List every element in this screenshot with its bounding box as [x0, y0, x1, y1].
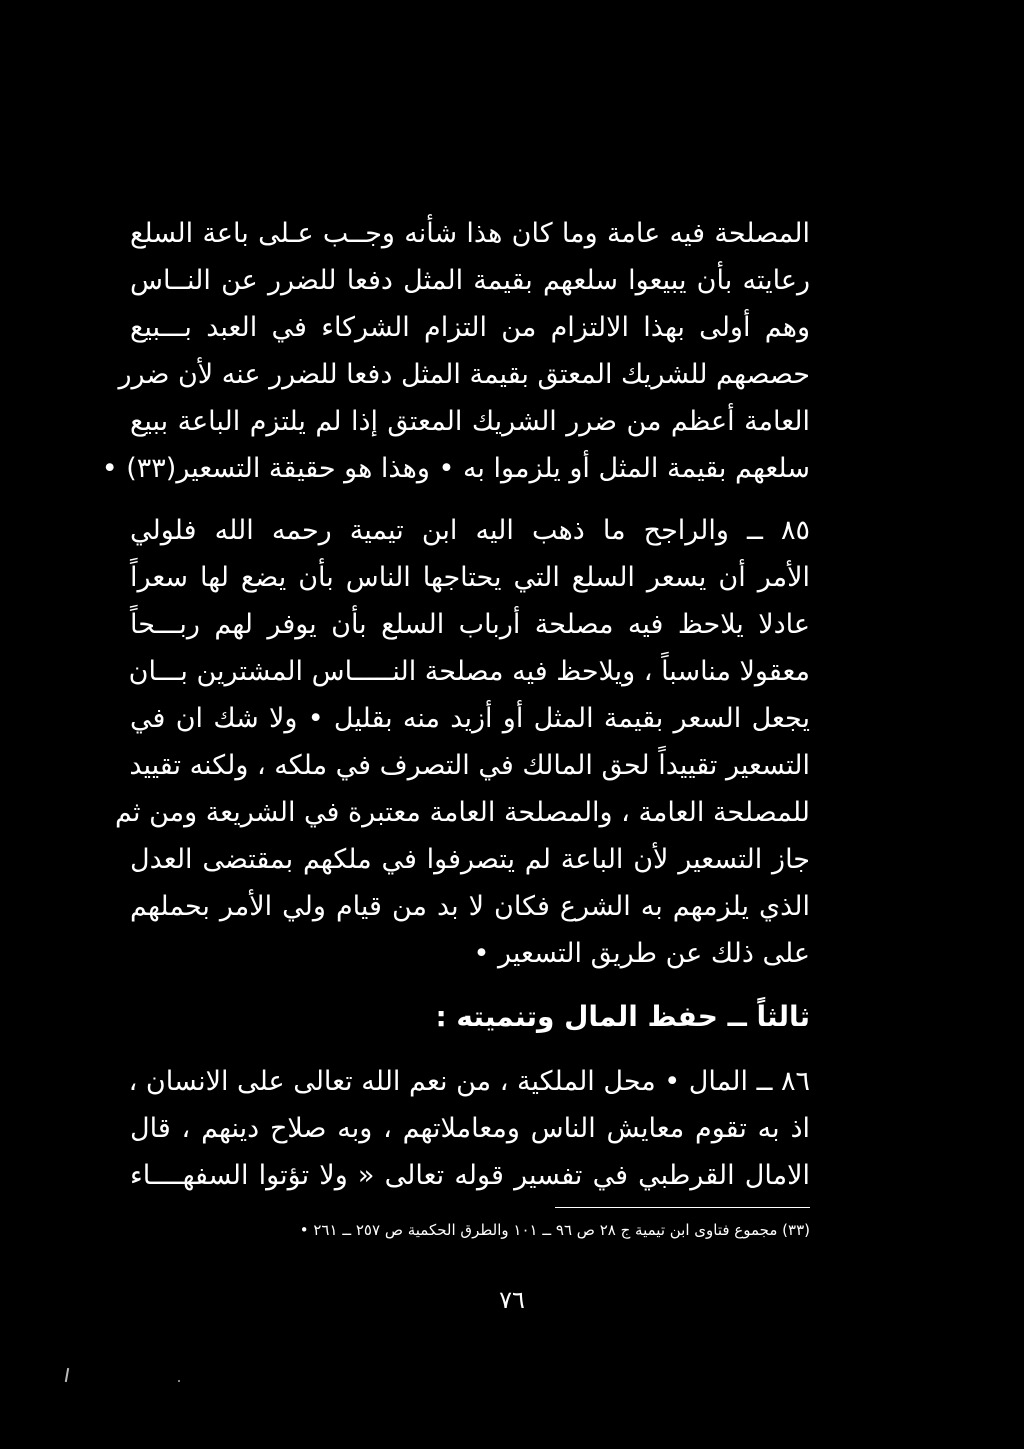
text-line: سلعهم بقيمة المثل أو يلزموا به • وهذا هو حقيقة التسعير(٣٣) •: [101, 453, 810, 484]
text-line: على ذلك عن طريق التسعير •: [473, 938, 810, 969]
text-line: للمصلحة العامة ، والمصلحة العامة معتبرة في الشريعة ومن ثم: [115, 797, 810, 828]
text-line: وهم أولى بهذا الالتزام من التزام الشركاء في العبد بـــبيع: [130, 312, 810, 343]
text-line: يجعل السعر بقيمة المثل أو أزيد منه بقليل • ولا شك ان في: [130, 703, 810, 734]
text-line: الذي يلزمهم به الشرع فكان لا بد من قيام ولي الأمر بحملهم: [130, 891, 810, 922]
footnote: (٣٣) مجموع فتاوى ابن تيمية ج ٢٨ ص ٩٦ ــ ١٠١ والطرق الحكمية ص ٢٥٧ ــ ٢٦١ •: [299, 1221, 810, 1239]
text-line: العامة أعظم من ضرر الشريك المعتق إذا لم يلتزم الباعة ببيع: [130, 406, 810, 437]
text-line: المصلحة فيه عامة وما كان هذا شأنه وجــب عـلى باعة السلع: [130, 218, 810, 249]
text-line: ٨٦ ــ المال • محل الملكية ، من نعم الله تعالى على الانسان ،: [128, 1066, 810, 1097]
scan-speck: [65, 1368, 69, 1382]
text-line: الامال القرطبي في تفسير قوله تعالى « ولا تؤتوا السفهــــاء: [130, 1160, 810, 1191]
page-number: ٧٦: [499, 1286, 525, 1314]
paragraph-2: [115, 507, 810, 977]
text-line: معقولا مناسباً ، ويلاحظ فيه مصلحة النـــــاس المشترين بـــان: [128, 656, 810, 687]
text-line: عادلا يلاحظ فيه مصلحة أرباب السلع بأن يوفر لهم ربـــحاً: [130, 609, 810, 640]
text-line: جاز التسعير لأن الباعة لم يتصرفوا في ملكهم بمقتضى العدل: [130, 844, 810, 875]
paragraph-1: [101, 210, 810, 492]
paragraph-3: [130, 1058, 810, 1199]
text-line: ٨٥ ــ والراجح ما ذهب اليه ابن تيمية رحمه الله فلولي: [130, 515, 810, 546]
text-line: الأمر أن يسعر السلع التي يحتاجها الناس بأن يضع لها سعراً: [130, 562, 810, 593]
text-line: حصصهم للشريك المعتق بقيمة المثل دفعا للضرر عنه لأن ضرر: [118, 359, 810, 390]
text-line: التسعير تقييداً لحق المالك في التصرف في ملكه ، ولكنه تقييد: [129, 750, 810, 781]
scan-speck: [178, 1380, 180, 1382]
section-heading: ثالثاً ــ حفظ المال وتنميته :: [435, 1000, 810, 1033]
text-line: رعايته بأن يبيعوا سلعهم بقيمة المثل دفعا للضرر عن النــاس: [130, 265, 810, 296]
footnote-divider: [555, 1207, 810, 1208]
text-line: اذ به تقوم معايش الناس ومعاملاتهم ، وبه صلاح دينهم ، قال: [130, 1113, 810, 1144]
